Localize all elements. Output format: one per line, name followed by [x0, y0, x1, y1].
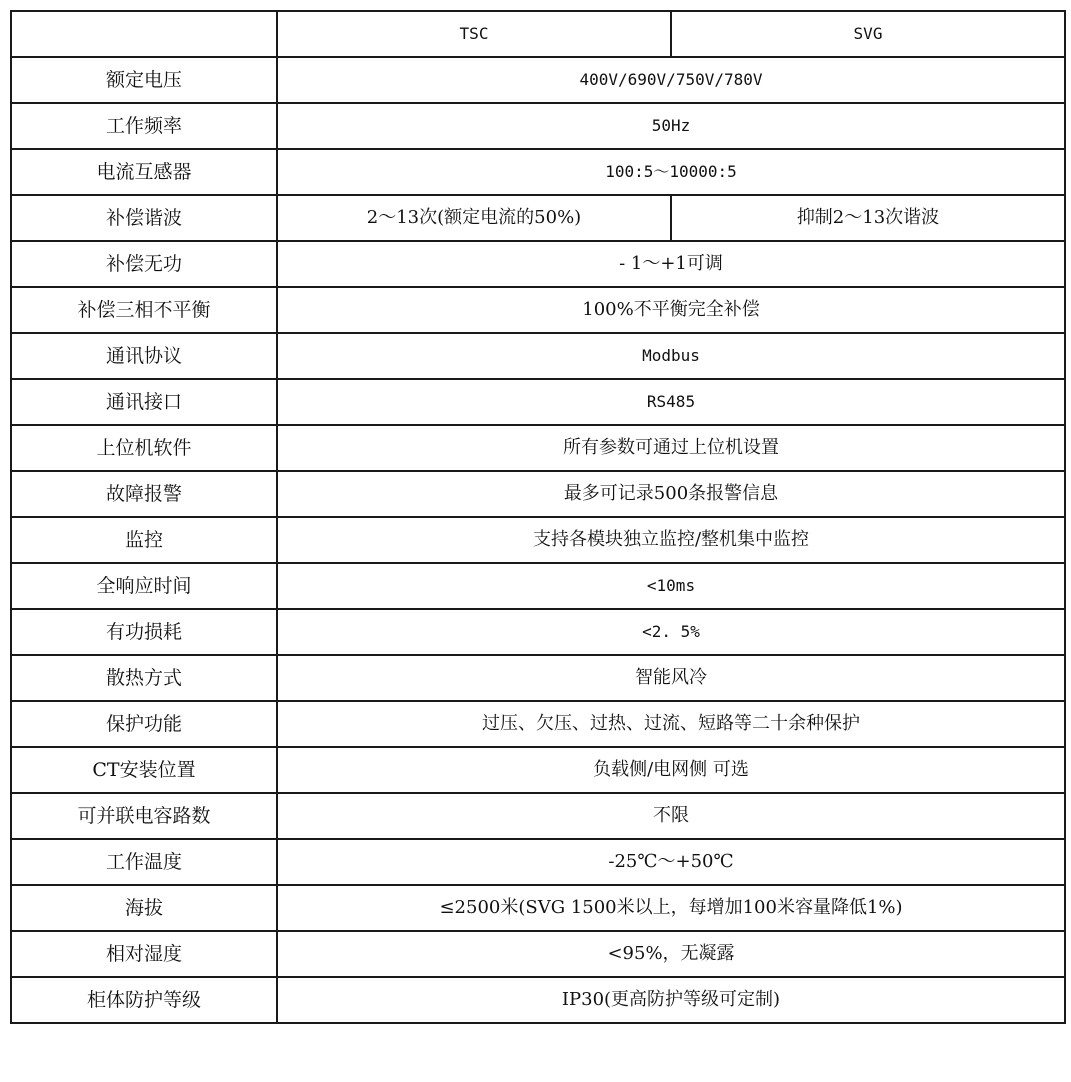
table-row — [11, 517, 1065, 563]
row-value: Modbus — [277, 333, 1065, 379]
row-label: 监控 — [11, 517, 277, 563]
row-label: 海拔 — [11, 885, 277, 931]
row-label: 相对湿度 — [11, 931, 277, 977]
table-row — [11, 655, 1065, 701]
header-tsc: TSC — [277, 11, 671, 57]
row-label: 额定电压 — [11, 57, 277, 103]
table-row — [11, 57, 1065, 103]
table-row — [11, 701, 1065, 747]
row-value-tsc: 2～13次(额定电流的50%) — [277, 195, 671, 241]
table-row — [11, 931, 1065, 977]
row-label: 工作频率 — [11, 103, 277, 149]
row-value: 智能风冷 — [277, 655, 1065, 701]
row-value: 最多可记录500条报警信息 — [277, 471, 1065, 517]
table-row — [11, 195, 1065, 241]
row-label: 柜体防护等级 — [11, 977, 277, 1023]
table-row — [11, 839, 1065, 885]
table-row — [11, 471, 1065, 517]
row-value: 50Hz — [277, 103, 1065, 149]
table-row — [11, 103, 1065, 149]
row-label: 可并联电容路数 — [11, 793, 277, 839]
row-value: 所有参数可通过上位机设置 — [277, 425, 1065, 471]
row-label: 上位机软件 — [11, 425, 277, 471]
table-row — [11, 793, 1065, 839]
row-value: 100%不平衡完全补偿 — [277, 287, 1065, 333]
table-row — [11, 379, 1065, 425]
header-svg: SVG — [671, 11, 1065, 57]
row-value: ≤2500米(SVG 1500米以上，每增加100米容量降低1%) — [277, 885, 1065, 931]
row-label: 散热方式 — [11, 655, 277, 701]
row-label: 电流互感器 — [11, 149, 277, 195]
spec-table — [10, 10, 1066, 1024]
row-label: CT安装位置 — [11, 747, 277, 793]
row-label: 补偿谐波 — [11, 195, 277, 241]
row-label: 工作温度 — [11, 839, 277, 885]
header-empty-cell — [11, 11, 277, 57]
row-value: - 1～+1可调 — [277, 241, 1065, 287]
row-value: <2. 5% — [277, 609, 1065, 655]
row-value: RS485 — [277, 379, 1065, 425]
row-value-svg: 抑制2～13次谐波 — [671, 195, 1065, 241]
table-row — [11, 425, 1065, 471]
row-value: <95%，无凝露 — [277, 931, 1065, 977]
row-value: 支持各模块独立监控/整机集中监控 — [277, 517, 1065, 563]
table-row — [11, 333, 1065, 379]
row-value: IP30(更高防护等级可定制) — [277, 977, 1065, 1023]
row-value: 过压、欠压、过热、过流、短路等二十余种保护 — [277, 701, 1065, 747]
row-label: 补偿无功 — [11, 241, 277, 287]
table-row — [11, 563, 1065, 609]
row-value: 不限 — [277, 793, 1065, 839]
row-value: -25℃～+50℃ — [277, 839, 1065, 885]
row-label: 补偿三相不平衡 — [11, 287, 277, 333]
row-label: 全响应时间 — [11, 563, 277, 609]
row-label: 保护功能 — [11, 701, 277, 747]
table-row — [11, 885, 1065, 931]
table-header-row — [11, 11, 1065, 57]
row-label: 通讯接口 — [11, 379, 277, 425]
row-label: 有功损耗 — [11, 609, 277, 655]
row-value: <10ms — [277, 563, 1065, 609]
table-row — [11, 287, 1065, 333]
table-row — [11, 241, 1065, 287]
row-value: 400V/690V/750V/780V — [277, 57, 1065, 103]
table-row — [11, 609, 1065, 655]
table-row — [11, 149, 1065, 195]
table-row — [11, 977, 1065, 1023]
row-value: 负载侧/电网侧 可选 — [277, 747, 1065, 793]
row-label: 故障报警 — [11, 471, 277, 517]
table-row — [11, 747, 1065, 793]
row-label: 通讯协议 — [11, 333, 277, 379]
row-value: 100:5～10000:5 — [277, 149, 1065, 195]
